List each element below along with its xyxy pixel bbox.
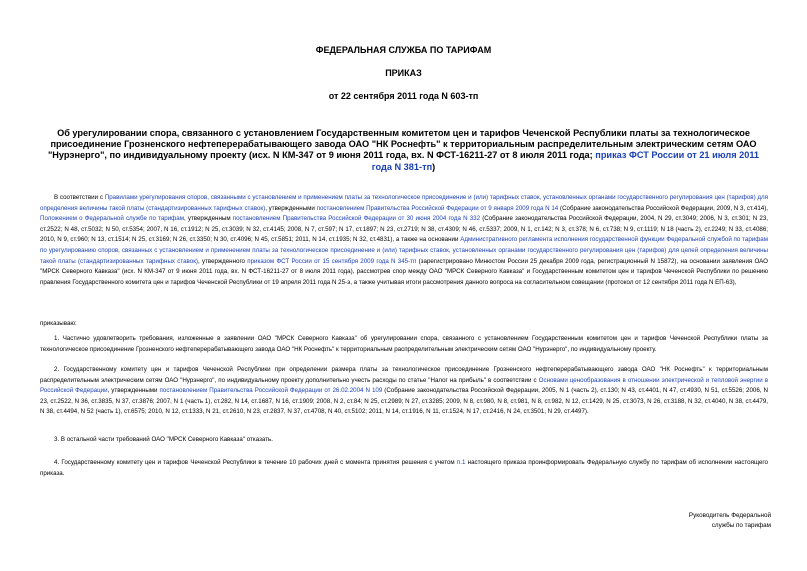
title-text: Об урегулировании спора, связанного с установлением Государственным комитетом цен и тарифов Чеченской Республики платы за технологическое присоединение Грозненского нефтеперерабатывающего завода ОАО "НК Роснефть" к территориальным распределительным электрическим сетям ОАО "Нурэнерго", по индивидуальному проекту (исх. N КМ-347 от 9 июня 2011 года, вх. N ФСТ-16211-27 от 8 июля 2011 года; [47,128,757,161]
item-2-paragraph [40,365,768,418]
item-4-text-1: 4. Государственному комитету цен и тарифов Чеченской Республики в течение 10 рабочих дней с момента принятия решения с учетом [54,459,457,466]
preamble-text-4: , утвержденным [183,215,233,223]
preamble-text-5: (Собрание законодательства Российской Федерации, 2004, N 29, ст.3049; 2006, N 3, ст.301; N 23, ст.2522; N 48, ст.5032; N 50, ст.5354; 2007, N 16, ст.1912; N 25, ст.3039; N 32, ст.4145; 2008, N 7, ст.597; N 17, ст.1897; N 23, ст.2719; N 38, ст.4309; N 46, ст.5337; 2009, N 1, ст.142; N 3, ст.378; N 6, ст.738; N 9, ст.1119; N 18 (часть 2), ст.2249; N 33, ст.4086; 2010, N 9, ст.960; N 13, ст.1514; N 25, ст.3169; N 26, ст.3350; N 30, ст.4096; N 45, ст.5851; 2011, N 14, ст.1935; N 32, ст.4831), а также на основании [40,215,768,244]
preamble-text-2: , утвержденными [265,204,317,212]
item-1-paragraph [40,334,768,355]
date-number-heading: от 22 сентября 2011 года N 603-тп [328,91,479,101]
agency-heading: ФЕДЕРАЛЬНАЯ СЛУЖБА ПО ТАРИФАМ [315,45,492,55]
item-1-reference-link[interactable]: п.1 [456,459,466,466]
item-2-text-2: , утвержденными [107,387,160,395]
item-4-paragraph [40,458,768,479]
preamble-text-7: (зарегистрировано Минюстом России 25 декабря 2009 года, регистрационный N 15872), на основании заявления ОАО "МРСК Северного Кавказа" (исх. N КМ-347 от 9 июня 2011 года, вх. N ФСТ-16211-27 от 8 июля 2011 года), рассмотрев спор между ОАО "МРСК Северного Кавказа" и Государственным комитетом цен и тарифов Чеченской Республики по решению правления Государственного комитета цен и тарифов Чеченской Республики от 19 апреля 2011 года N 25-э, а также учитывая итоги рассмотрения данного вопроса на согласительном совещании (протокол от 12 сентября 2011 года N ЕП-63), [40,257,768,286]
doc-type-heading: ПРИКАЗ [385,68,422,78]
admin-regulation-link[interactable]: Административного регламента исполнения государственной функции Федеральной службой по тарифам по урегулированию споров, связанных с установлением и применением платы за технологическое присоединение и (или) тарифных ставок, установленных органами государственного регулирования цен (тарифов) для целей определения величины такой платы (стандартизированных тарифных ставок) [40,236,768,265]
signature-line-2: службы по тарифам [711,522,771,529]
item-3-paragraph [40,435,768,446]
preamble-paragraph [40,193,768,288]
preamble-text-1: В соответствии с [54,194,105,201]
item-1-text: 1. Частично удовлетворить требования, изложенные в заявлении ОАО "МРСК Северного Кавказа" об урегулировании спора, связанного с установлением Государственным комитетом цен и тарифов Чеченской Республики платы за технологическое присоединение Грозненского нефтеперерабатывающего завода ОАО "НК Роснефть" к территориальным распределительным электрическим сетям ОАО "Нурэнерго", по индивидуальному проекту. [40,335,768,353]
government-decree-332-link[interactable]: постановлением Правительства Российской Федерации от 30 июня 2004 года N 332 [232,215,481,223]
item-3-text: 3. В остальной части требований ОАО "МРСК Северного Кавказа" отказать. [54,436,274,443]
signature-block [631,511,771,531]
item-4-text-2: настоящего приказа проинформировать Федеральную службу по тарифам об исполнении настоящего приказа. [40,459,768,477]
fst-order-345-link[interactable]: приказом ФСТ России от 15 сентября 2009 года N 345-тп [247,257,417,265]
rules-link[interactable]: Правилами урегулирования споров, связанными с установлением и применением платы за технологическое присоединение и (или) тарифных ставок, установленных органами государственного регулирования цен (тарифов) для определения величины такой платы (стандартизированных тарифных ставок) [40,194,769,212]
pricing-basics-link[interactable]: Основами ценообразования в отношении электрической и тепловой энергии в Российской Федерации [40,376,769,395]
government-decree-14-link[interactable]: постановлением Правительства Российской Федерации от 9 января 2009 года N 14 [316,204,559,212]
item-2-text-1: 2. Государственному комитету цен и тарифов Чеченской Республики при определении размера платы за технологическое присоединение Грозненского нефтеперерабатывающего завода ОАО "НК Роснефть" к территориальным распределительным электрическим сетям ОАО "Нурэнерго", по индивидуальному проекту дополнительно учесть расходы по статье "Налог на прибыль" в соответствии с [40,366,768,384]
fst-regulation-link[interactable]: Положением о Федеральной службе по тарифам [40,215,184,223]
preamble-text-6: , утвержденного [197,257,248,265]
title-tail: ) [432,161,436,172]
item-2-text-3: (Собрание законодательства Российской Федерации, 2005, N 1 (часть 2), ст.130; N 43, ст.4401, N 47, ст.4930, N 51, ст.5526; 2006, N 23, ст.2522, N 36, ст.3835, N 37, ст.3876; 2007, N 1 (часть 1), ст.282, N 14, ст.1687, N 16, ст.1909; 2008, N 2, ст.84; N 25, ст.2989; N 27, ст.3285; 2009, N 8, ст.980, N 8, ст.981, N 8, ст.982, N 12, ст.1429, N 25, ст.3073, N 26, ст.3188, N 32, ст.4040, N 38, ст.4479, N 38, ст.4494, N 52 (часть 1), ст.6575; 2010, N 12, ст.1333, N 21, ст.2610, N 23, ст.2837, N 37, ст.4708, N 40, ст.5102; 2011, N 14, ст.1916, N 11, ст.1524, N 17, ст.2416, N 24, ст.3501, N 29, ст.4497). [40,387,768,416]
title-order-link[interactable]: приказ ФСТ России от 21 июля 2011 года N 381-тп [371,150,760,172]
preamble-text-3: (Собрание законодательства Российской Федерации, 2009, N 3, ст.414), [558,204,768,212]
order-word-text: приказываю: [40,320,77,327]
document-title [46,128,761,173]
order-word [40,319,768,330]
signature-line-1: Руководитель Федеральной [688,512,771,519]
government-decree-109-link[interactable]: постановлением Правительства Российской Федерации от 26.02.2004 N 109 [159,387,383,395]
